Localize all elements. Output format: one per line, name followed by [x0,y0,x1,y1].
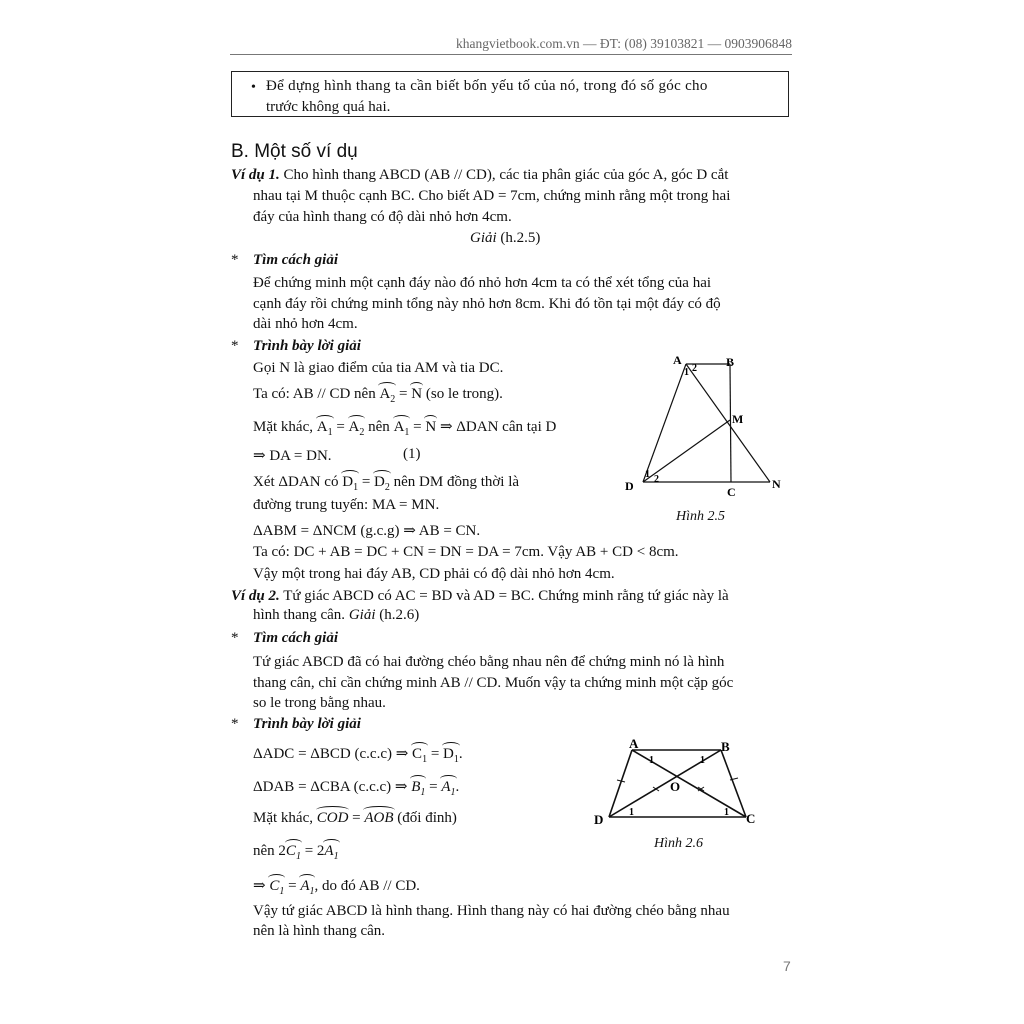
segment-bc [730,364,731,482]
figure-2-5 [620,350,795,500]
angle-mark-a1: 1 [684,367,689,378]
ex1-line-2: nhau tại M thuộc cạnh BC. Cho biết AD = 7cm, chứng minh rằng một trong hai [253,188,731,204]
angle-letter: D [374,474,385,490]
ex1-step-2a: Ta có: AB // CD nên [253,386,380,402]
ex2-text-1: Tứ giác ABCD có AC = BD và AD = BC. Chứng minh rằng tứ giác này là [279,588,729,604]
ex1-heading-approach: Tìm cách giải [253,252,338,268]
angle-c1 [412,746,427,765]
note-box [231,71,789,117]
ex1-step-4-number: (1) [403,446,421,462]
angle-letter: AOB [364,810,394,826]
angle-c1 [286,843,301,862]
equals: = [358,474,375,490]
bullet: • [251,80,256,95]
angle-letter: D [342,474,354,490]
ex1-star-2: * [231,338,239,354]
ex1-giai-ref: (h.2.5) [496,230,541,246]
angle-n [411,386,422,403]
angle-sub: 1 [422,754,428,765]
header-rule [230,54,792,55]
angle-letter: COD [316,810,349,826]
angle-letter: A [379,386,391,402]
ex1-step-3a: Mặt khác, [253,419,317,435]
page-number: 7 [783,958,791,974]
angle-sub: 2 [384,482,390,493]
ex2-giai: Giải [348,607,376,623]
angle-sub: 1 [309,886,315,897]
angle-d2 [374,474,390,493]
ex1-step-5a: Xét ΔDAN có [253,474,343,490]
label-c: C [746,811,756,826]
ex1-solution-ref [470,230,540,247]
ex1-step-3-end: ⇒ ΔDAN cân tại D [436,419,557,435]
angle-mark-c1: 1 [724,807,729,818]
ex1-step-5b: nên DM đồng thời là [389,474,520,490]
angle-a2 [349,419,365,438]
page-header: khangvietbook.com.vn — ĐT: (08) 39103821 — 0903906848 [455,36,792,51]
ex1-step-2 [253,386,503,405]
angle-a1 [441,779,455,798]
note-line-2: trước không quá hai. [266,99,391,115]
ex1-step-9: Vậy một trong hai đáy AB, CD phải có độ dài nhỏ hơn 4cm. [253,566,615,582]
angle-b1 [411,779,425,798]
angle-mark-b1: 1 [700,755,705,766]
figure-2-6 [590,733,765,833]
angle-d1 [342,474,358,493]
figure-2-6-caption: Hình 2.6 [654,836,703,851]
equals: = [348,810,365,826]
ex1-star-1: * [231,252,239,268]
angle-sub: 1 [420,787,426,798]
label-d: D [594,812,604,827]
ex2-line-2 [253,607,419,624]
angle-letter: D [443,746,454,762]
ex2-hint-2: thang cân, chỉ cần chứng minh AB // CD. Muốn vậy ta chứng minh một cặp góc [253,675,734,691]
angle-letter: A [348,419,360,435]
angle-letter: A [441,779,451,795]
ex1-line-1 [231,167,728,184]
ex2-step-4 [253,843,339,862]
label-c: C [727,485,736,499]
ex1-step-3 [253,417,556,438]
angle-a1 [394,419,410,438]
ex1-heading-solution: Trình bày lời giải [253,338,361,354]
equals: = [284,878,301,894]
ex2-conclusion-2: nên là hình thang cân. [253,923,386,939]
angle-mark-a1: 1 [649,755,654,766]
ex2-step-1 [253,744,463,765]
equals: = [409,419,426,435]
ex2-star-1: * [231,630,239,646]
angle-mark-d1: 1 [629,807,634,818]
equals: = [425,779,442,795]
ex1-step-7: ΔABM = ΔNCM (g.c.g) ⇒ AB = CN. [253,523,481,539]
ex1-text-1: Cho hình thang ABCD (AB // CD), các tia phân giác của góc A, góc D cắt [279,167,729,183]
angle-sub: 1 [295,851,301,862]
label-b: B [721,739,730,754]
angle-letter: C [412,746,423,762]
equals: = [427,746,444,762]
ex1-giai: Giải [470,230,497,246]
angle-sub: 1 [453,754,459,765]
figure-2-5-caption: Hình 2.5 [676,509,725,524]
angle-mark-a2: 2 [692,363,697,374]
angle-a1 [300,878,314,897]
section-title: B. Một số ví dụ [231,141,358,162]
segment-ad [643,364,686,482]
ex2-star-2: * [231,716,239,732]
ex2-step-3a: Mặt khác, [253,810,317,826]
period: . [455,779,460,795]
ex1-label: Ví dụ 1. [231,167,280,183]
angle-sub: 1 [353,482,359,493]
angle-cod [317,810,349,827]
ex2-step-3b: (đối đỉnh) [393,810,457,826]
ex2-step-5a: ⇒ [253,878,270,894]
angle-letter: A [300,878,310,894]
ex2-text-2b: (h.2.6) [375,607,420,623]
ex1-step-4: ⇒ DA = DN. [253,448,332,464]
ex2-heading-solution: Trình bày lời giải [253,716,361,732]
ex1-step-8: Ta có: DC + AB = DC + CN = DN = DA = 7cm. Vậy AB + CD < 8cm. [253,544,679,560]
label-d: D [625,479,634,493]
ex2-label: Ví dụ 2. [231,588,280,604]
angle-letter: N [425,419,437,435]
angle-sub: 2 [359,427,365,438]
ex2-line-1 [231,588,729,605]
ex2-hint-3: so le trong bằng nhau. [253,695,386,711]
angle-a1 [324,843,338,862]
angle-letter: C [285,843,296,859]
label-a: A [673,353,682,367]
angle-letter: N [411,386,423,402]
ex2-conclusion-1: Vậy tứ giác ABCD là hình thang. Hình thang này có hai đường chéo bằng nhau [253,903,730,919]
angle-d1 [443,746,459,765]
ex2-step-3 [253,810,457,827]
angle-sub: 1 [333,851,339,862]
segment-dm [643,420,730,482]
angle-sub: 1 [404,427,410,438]
angle-sub: 1 [450,787,456,798]
note-line-1: Để dựng hình thang ta cần biết bốn yếu tố của nó, trong đó số góc cho [266,78,708,94]
angle-letter: B [411,779,421,795]
label-a: A [629,736,639,751]
ex1-hint-2: cạnh đáy rồi chứng minh tổng này nhỏ hơn 8cm. Khi đó tồn tại một đáy có độ [253,296,721,312]
angle-aob [364,810,393,827]
angle-sub: 2 [390,394,396,405]
ex2-step-2a: ΔDAB = ΔCBA (c.c.c) ⇒ [253,779,412,795]
angle-mark-d2: 2 [654,474,659,485]
label-b: B [726,355,735,369]
ex1-step-2b: (so le trong). [422,386,503,402]
angle-a1 [317,419,333,438]
equals: = [395,386,412,402]
ex2-text-2a: hình thang cân. [253,607,349,623]
ex2-heading-approach: Tìm cách giải [253,630,338,646]
angle-letter: A [316,419,328,435]
ex2-step-4a: nên 2 [253,843,286,859]
angle-n [425,419,436,436]
ex1-line-3: đáy của hình thang có độ dài nhỏ hơn 4cm. [253,209,512,225]
ex1-hint-1: Để chứng minh một cạnh đáy nào đó nhỏ hơn 4cm ta có thể xét tổng của hai [253,275,712,291]
angle-sub: 1 [327,427,333,438]
ex2-step-5b: , do đó AB // CD. [314,878,420,894]
ex2-step-2 [253,777,459,798]
equals: = 2 [300,843,325,859]
angle-letter: A [324,843,334,859]
label-m: M [732,412,744,426]
ex1-step-1: Gọi N là giao điểm của tia AM và tia DC. [253,360,504,376]
ex1-hint-3: dài nhỏ hơn 4cm. [253,316,358,332]
angle-sub: 1 [279,886,285,897]
segment-an [686,364,770,482]
equals: = [332,419,349,435]
ex1-step-5 [253,474,519,493]
ex1-step-3-mid: nên [364,419,394,435]
ex1-step-6: đường trung tuyến: MA = MN. [253,497,440,513]
ex2-step-5 [253,876,420,897]
angle-letter: C [269,878,280,894]
label-n: N [772,477,781,491]
ex2-hint-1: Tứ giác ABCD đã có hai đường chéo bằng nhau nên để chứng minh nó là hình [253,654,725,670]
angle-c1 [269,878,284,897]
angle-a2 [379,386,395,405]
label-o: O [670,779,681,794]
angle-letter: A [393,419,405,435]
angle-mark-d1: 1 [645,469,650,480]
period: . [458,746,463,762]
ex2-step-1a: ΔADC = ΔBCD (c.c.c) ⇒ [253,746,413,762]
